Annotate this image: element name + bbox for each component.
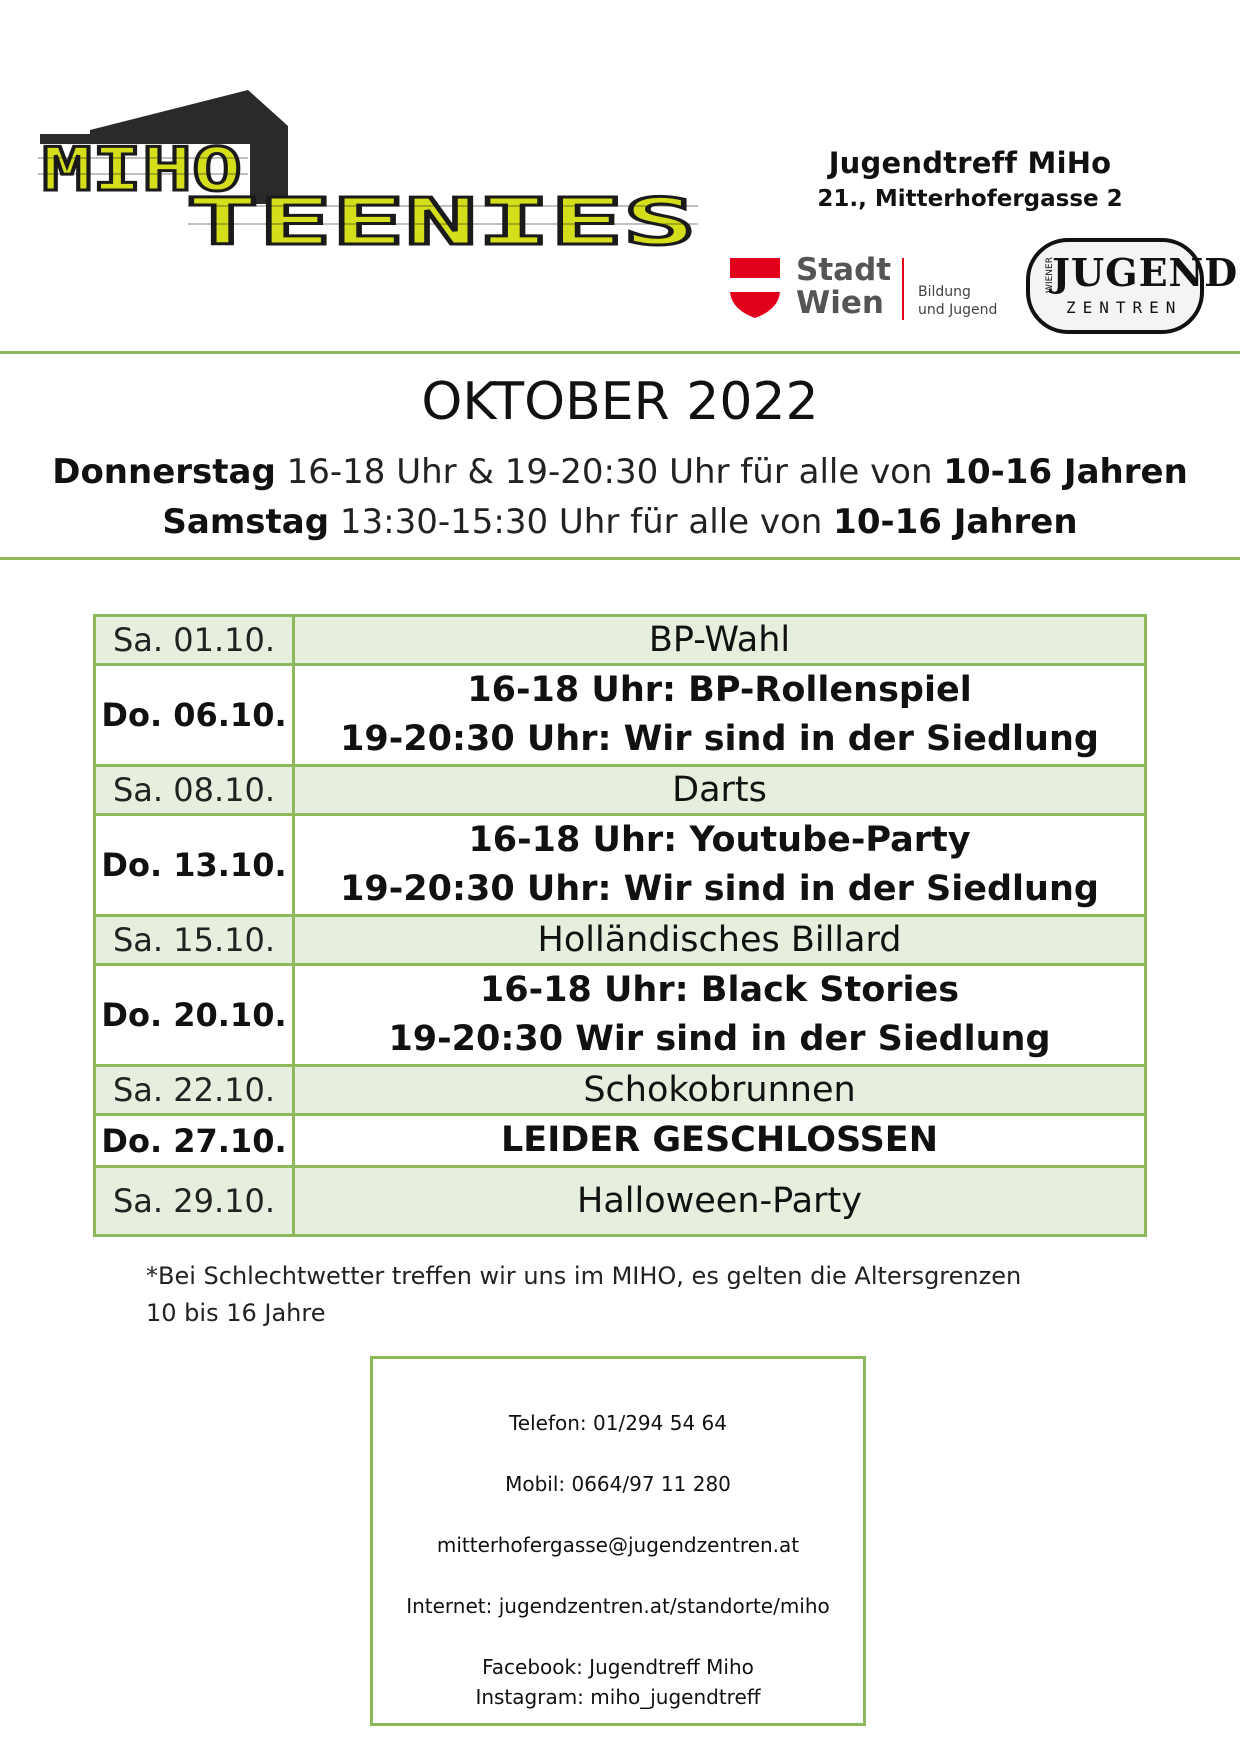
weather-note: [146, 1258, 1086, 1332]
table-row: [95, 916, 1146, 965]
event-line: 19-20:30 Uhr: Wir sind in der Siedlung: [340, 719, 1099, 759]
top-divider: [0, 351, 1240, 354]
date-cell: Sa. 22.10.: [95, 1066, 294, 1115]
event-cell: Schokobrunnen: [294, 1066, 1146, 1115]
stadt-wien-word1: Stadt: [796, 252, 892, 288]
event-cell: [294, 665, 1146, 766]
jz-side-text: WIENER: [1044, 257, 1055, 293]
contact-internet[interactable]: Internet: jugendzentren.at/standorte/miho: [406, 1594, 830, 1618]
note-line: 10 bis 16 Jahre: [146, 1299, 326, 1327]
hours-line-saturday: [0, 502, 1240, 542]
date-cell: Do. 06.10.: [95, 665, 294, 766]
contact-box: [370, 1356, 866, 1726]
date-cell: Sa. 15.10.: [95, 916, 294, 965]
date-cell: Sa. 08.10.: [95, 766, 294, 815]
table-row: [95, 766, 1146, 815]
miho-teenies-logo: [38, 86, 698, 256]
table-row: [95, 1115, 1146, 1167]
event-line: 16-18 Uhr: BP-Rollenspiel: [467, 670, 972, 710]
date-cell: Do. 20.10.: [95, 965, 294, 1066]
logo-miho-text: MIHO: [42, 135, 242, 205]
org-name: Jugendtreff MiHo: [828, 146, 1112, 180]
jz-main-text: JUGEND: [1052, 250, 1239, 295]
logo-teenies-text: TEENIES: [186, 186, 696, 256]
table-row: [95, 965, 1146, 1066]
table-row: [95, 1167, 1146, 1236]
stadt-wien-sub2: und Jugend: [918, 302, 998, 318]
event-cell: [294, 965, 1146, 1066]
contact-facebook: Facebook: Jugendtreff Miho: [482, 1655, 754, 1679]
hours-line-thursday: [0, 452, 1240, 492]
hours-day: Samstag: [162, 502, 330, 542]
hours-ages: 10-16 Jahren: [833, 502, 1078, 542]
stadt-wien-word2: Wien: [796, 285, 884, 321]
date-cell: Do. 13.10.: [95, 815, 294, 916]
event-cell: LEIDER GESCHLOSSEN: [294, 1115, 1146, 1167]
event-cell: [294, 815, 1146, 916]
stadt-wien-divider: [902, 258, 904, 320]
contact-email[interactable]: mitterhofergasse@jugendzentren.at: [436, 1533, 800, 1557]
stadt-wien-sub1: Bildung: [918, 284, 971, 300]
contact-telefon: Telefon: 01/294 54 64: [508, 1411, 727, 1435]
table-row: [95, 665, 1146, 766]
event-cell: Darts: [294, 766, 1146, 815]
event-line: 16-18 Uhr: Black Stories: [479, 970, 960, 1010]
date-cell: Sa. 29.10.: [95, 1167, 294, 1236]
org-address: 21., Mitterhofergasse 2: [817, 186, 1123, 212]
table-row: [95, 815, 1146, 916]
hours-day: Donnerstag: [52, 452, 276, 492]
hours-times: 16-18 Uhr & 19-20:30 Uhr für alle von: [275, 452, 944, 492]
month-title: OKTOBER 2022: [421, 372, 819, 432]
note-line: *Bei Schlechtwetter treffen wir uns im MIHO, es gelten die Altersgrenzen: [146, 1262, 1022, 1290]
stadt-wien-logo: [728, 254, 998, 324]
date-cell: Do. 27.10.: [95, 1115, 294, 1167]
date-cell: Sa. 01.10.: [95, 616, 294, 665]
jugendzentren-logo: [1026, 236, 1239, 336]
event-cell: BP-Wahl: [294, 616, 1146, 665]
jz-sub-text: ZENTREN: [1066, 298, 1183, 317]
contact-instagram: Instagram: miho_jugendtreff: [475, 1685, 761, 1709]
vienna-shield-icon: [728, 256, 782, 320]
event-line: 16-18 Uhr: Youtube-Party: [468, 820, 971, 860]
event-line: 19-20:30 Wir sind in der Siedlung: [388, 1019, 1051, 1059]
second-divider: [0, 557, 1240, 560]
event-cell: Holländisches Billard: [294, 916, 1146, 965]
table-row: [95, 1066, 1146, 1115]
event-cell: Halloween-Party: [294, 1167, 1146, 1236]
schedule-table: [93, 614, 1147, 1237]
table-row: [95, 616, 1146, 665]
hours-times: 13:30-15:30 Uhr für alle von: [329, 502, 834, 542]
contact-mobil: Mobil: 0664/97 11 280: [505, 1472, 731, 1496]
event-line: 19-20:30 Uhr: Wir sind in der Siedlung: [340, 869, 1099, 909]
hours-ages: 10-16 Jahren: [943, 452, 1188, 492]
